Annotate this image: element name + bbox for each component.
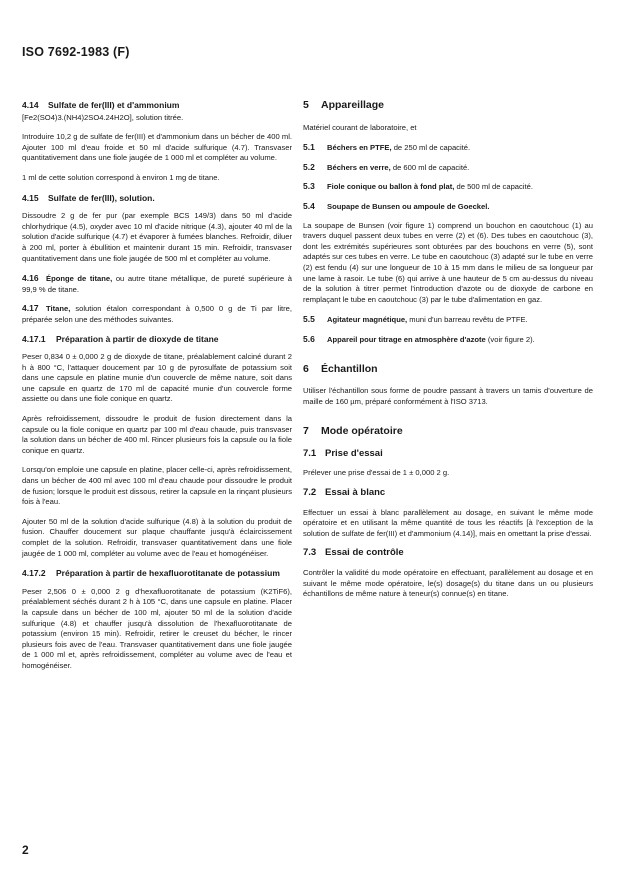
section-7-1-text: Prélever une prise d'essai de 1 ± 0,000 2 g.	[303, 468, 450, 478]
section-5-intro: Matériel courant de laboratoire, et	[303, 122, 417, 132]
section-4-17-1-p3: Lorsqu'on emploie une capsule en platine, placer celle-ci, après refroidissement, dans un bécher de 400 ml avec 100 ml d'eau chaude pour dissoudre le produit de fusion; lorsque le produit est dissous, retirer la capsule en la rinçant plusieurs fois à l'eau.	[22, 465, 292, 507]
item-5-6: 5.6 Appareil pour titrage en atmosphère d'azote (voir figure 2).	[303, 333, 535, 344]
section-4-14-heading: 4.14 Sulfate de fer(III) et d'ammonium	[22, 100, 180, 110]
section-4-17: 4.17 Titane, solution étalon correspondant à 0,500 0 g de Ti par litre, préparée selon une des méthodes suivantes.	[22, 303, 292, 324]
section-4-17-1-p4: Ajouter 50 ml de la solution d'acide sulfurique (4.8) à la solution du produit de fusion. Chauffer doucement sur plaque chauffante jusqu'à éclaircissement complet de la solution. Refroidir, transvaser quantitativement dans une fiole jaugée de 1 000 ml, compléter au volume avec de l'eau et homogénéiser.	[22, 516, 292, 558]
section-4-15-text: Dissoudre 2 g de fer pur (par exemple BCS 149/3) dans 50 ml d'acide chlorhydrique (4.5), oxyder avec 10 ml d'acide nitrique (4.3), ajouter 40 ml de la solution d'acide sulfurique (4.7) et évaporer à fumées blanches. Refroidir, diluer à 200 ml, porter à ébullition et maintenir durant 15 min. Refroidir, transvaser quantitativement dans une fiole jaugée de 500 ml et compléter au volume.	[22, 211, 292, 263]
section-6-text: Utiliser l'échantillon sous forme de poudre passant à travers un tamis d'ouverture de maille de 160 µm, préparé conformément à l'ISO 3713.	[303, 386, 593, 406]
section-4-16: 4.16 Éponge de titane, ou autre titane métallique, de pureté supérieure à 99,9 % de titane.	[22, 273, 292, 294]
section-5-heading: 5 Appareillage	[303, 99, 385, 111]
item-5-4-text: La soupape de Bunsen (voir figure 1) comprend un bouchon en caoutchouc (1) au travers duquel passent deux tubes en verre (2) et (6). Des tubes en caoutchouc (3), dont les extrémités supérieures sont obturées par des bouchons en verre (5), sont adaptés sur ces tubes en verre. Le tube en caoutchouc (3) adapté sur le tube en verre (2) est fendu (4) sur une longueur de 10 à 15 mm dans le milieu de sa longueur par une lame à rasoir. Le tube (6) qui arrive à une hauteur de 5 cm au-dessus du niveau de la solution à titrer permet l'introduction d'azote ou de dioxyde de carbone en remplaçant le tube en caoutchouc (3) par le tube d'alimentation en gaz.	[303, 220, 593, 304]
page-number: 2	[22, 843, 29, 857]
section-4-14-text: Introduire 10,2 g de sulfate de fer(III) et d'ammonium dans un bécher de 400 ml. Ajouter 100 ml d'eau froide et 50 ml d'acide sulfurique (4.7). Transvaser quantitativement dans une fiole jaugée de 1 000 ml et compléter au volume.	[22, 132, 292, 163]
section-7-3-text: Contrôler la validité du mode opératoire en effectuant, parallèlement au dosage et en suivant le même mode opératoire, le(s) dosage(s) du titane dans un ou plusieurs échantillons de même nature à teneur(s) connue(s) en titane.	[303, 568, 593, 599]
section-7-2-text: Effectuer un essai à blanc parallèlement au dosage, en suivant le même mode opératoire et en utilisant la même quantité de tous les réactifs [à l'exception de la solution de sulfate de fer(III) et d'ammonium (4.14)], mais en omettant la prise d'essai.	[303, 507, 593, 538]
section-7-1-heading: 7.1 Prise d'essai	[303, 447, 383, 459]
section-7-heading: 7 Mode opératoire	[303, 425, 403, 438]
right-column	[303, 100, 593, 609]
item-5-5: 5.5 Agitateur magnétique, muni d'un barreau revêtu de PTFE.	[303, 314, 528, 325]
section-7-2-heading: 7.2 Essai à blanc	[303, 487, 386, 499]
section-6-heading: 6 Échantillon	[303, 362, 378, 375]
section-7-3-heading: 7.3 Essai de contrôle	[303, 547, 404, 559]
item-5-1: 5.1 Béchers en PTFE, de 250 ml de capacité.	[303, 142, 471, 153]
section-4-17-1-p2: Après refroidissement, dissoudre le produit de fusion directement dans la capsule ou la fiole conique en quartz par 100 ml d'eau chaude, puis transvaser la solution dans un bécher de 400 ml. Rincer plusieurs fois la capsule ou la fiole conique en quartz.	[22, 414, 292, 455]
section-4-15-heading: 4.15 Sulfate de fer(III), solution.	[22, 192, 155, 203]
item-5-4: 5.4 Soupape de Bunsen ou ampoule de Goeckel.	[303, 200, 490, 211]
left-column	[22, 100, 292, 681]
document-header: ISO 7692-1983 (F)	[22, 45, 130, 59]
section-4-14-note: 1 ml de cette solution correspond à environ 1 mg de titane.	[22, 172, 220, 182]
section-4-17-1-p1: Peser 0,834 0 ± 0,000 2 g de dioxyde de titane, préalablement calciné durant 2 h à 800 °C, l'attaquer doucement par 10 g de pyrosulfate de potassium soit dans une capsule en platine munie d'un couvercle de même nature, soit dans une capsule en quartz de 170 ml de capacité munie d'un couvercle forme assiette ou dans une fiole conique en quartz.	[22, 352, 292, 404]
item-5-3: 5.3 Fiole conique ou ballon à fond plat, de 500 ml de capacité.	[303, 181, 533, 192]
section-4-14-formula: [Fe2(SO4)3.(NH4)2SO4.24H2O], solution titrée.	[22, 112, 184, 122]
section-4-17-2-heading: 4.17.2 Préparation à partir de hexafluorotitanate de potassium	[22, 568, 280, 579]
section-4-17-2-p1: Peser 2,506 0 ± 0,000 2 g d'hexafluorotitanate de potassium (K2TiF6), préalablement séchés durant 2 h à 105 °C, dans une capsule en platine. Placer la capsule dans un bécher de 100 ml, ajouter 50 ml de la solution d'acide sulfurique (4.8) et chauffer jusqu'à dissolution de l'hexafluorotitanate de potassium (environ 15 min). Refroidir, retirer le creuset du bécher, le rincer plusieurs fois avec de l'eau. Transvaser quantitativement dans une fiole jaugée de 1 000 ml et, après refroidissement, compléter au volume avec de l'eau et homogénéiser.	[22, 586, 292, 670]
item-5-2: 5.2 Béchers en verre, de 600 ml de capacité.	[303, 161, 470, 172]
section-4-17-1-heading: 4.17.1 Préparation à partir de dioxyde de titane	[22, 333, 219, 344]
